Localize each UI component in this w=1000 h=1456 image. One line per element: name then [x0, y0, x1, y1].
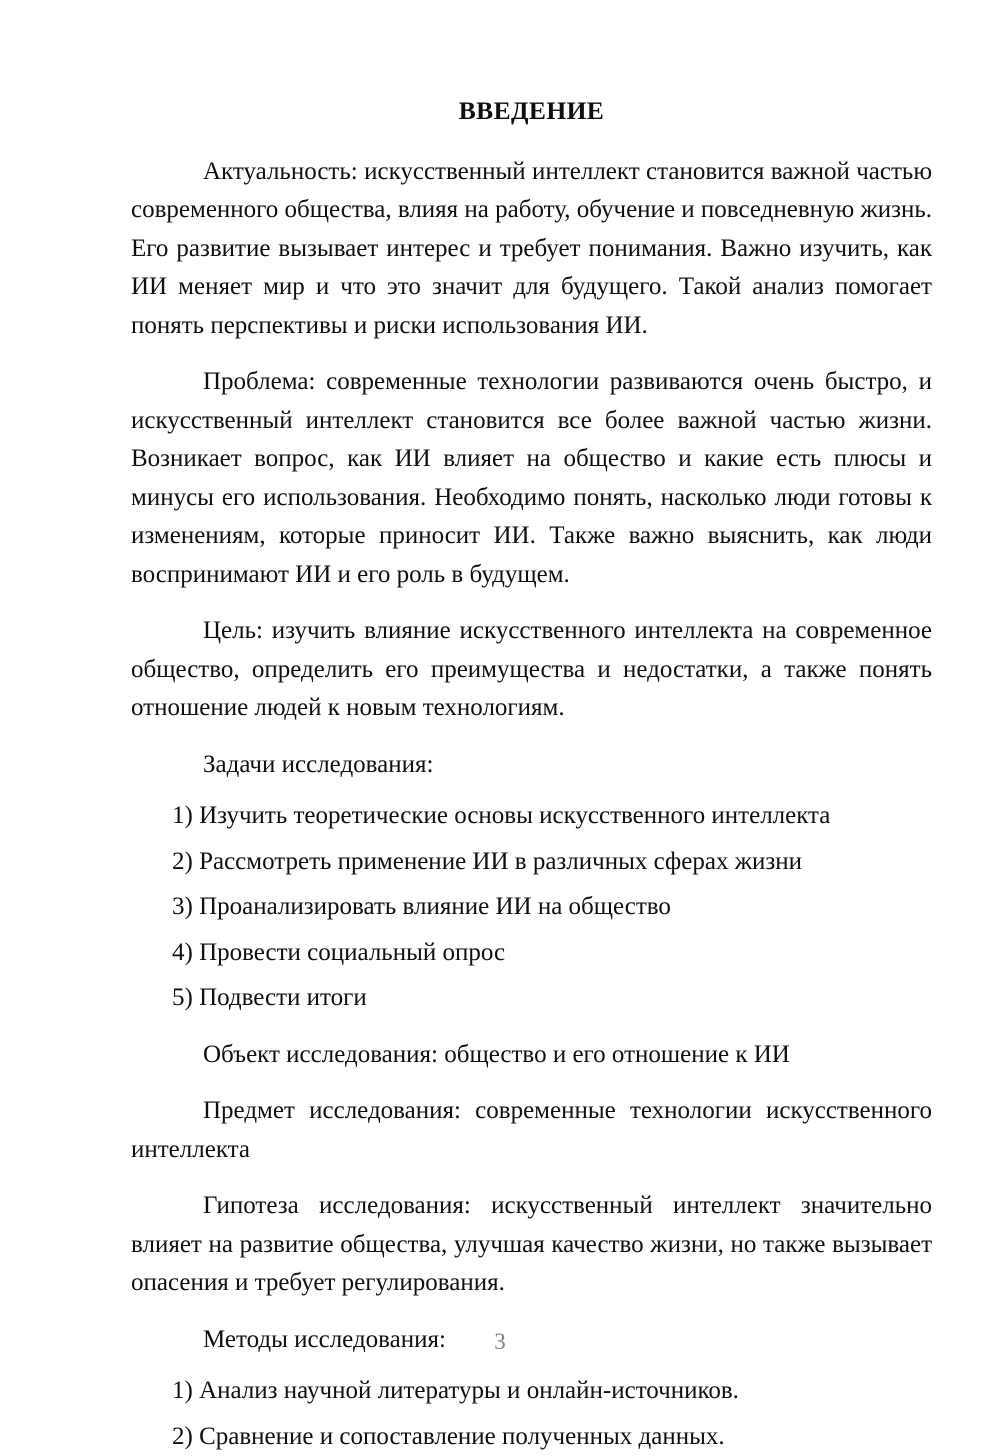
list-item: 2) Сравнение и сопоставление полученных данных. [172, 1422, 725, 1450]
list-item: 3) Проанализировать влияние ИИ на общество [172, 893, 671, 921]
list-item: 2) Рассмотреть применение ИИ в различных сферах жизни [172, 847, 802, 875]
paragraph-object: Объект исследования: общество и его отношение к ИИ [203, 1040, 790, 1068]
paragraph-problem: Проблема: современные технологии развиваются очень быстро, и искусственный интеллект становится все более важной частью жизни. Возникает вопрос, как ИИ влияет на общество и какие есть плюсы и минусы его использования. Необходимо понять, насколько люди готовы к изменениям, которые приносит ИИ. Также важно выяснить, как люди воспринимают ИИ и его роль в будущем. [131, 368, 932, 588]
paragraph-goal: Цель: изучить влияние искусственного интеллекта на современное общество, определить его преимущества и недостатки, а также понять отношение людей к новым технологиям. [131, 617, 932, 722]
paragraph-subject: Предмет исследования: современные технологии искусственного интеллекта [131, 1097, 932, 1163]
document-text-column [131, 0, 932, 1456]
list-item: 1) Изучить теоретические основы искусственного интеллекта [172, 802, 831, 830]
list-item: 4) Провести социальный опрос [172, 938, 506, 966]
page-title: ВВЕДЕНИЕ [458, 96, 605, 125]
paragraph-relevance: Актуальность: искусственный интеллект становится важной частью современного общества, влияя на работу, обучение и повседневную жизнь. Его развитие вызывает интерес и требует понимания. Важно изучить, как ИИ меняет мир и что это значит для будущего. Такой анализ помогает понять перспективы и риски использования ИИ. [131, 157, 932, 339]
tasks-heading: Задачи исследования: [203, 750, 434, 778]
list-item: 1) Анализ научной литературы и онлайн-источников. [172, 1377, 739, 1405]
list-item: 5) Подвести итоги [172, 984, 367, 1012]
methods-heading: Методы исследования: [203, 1325, 446, 1353]
paragraph-hypothesis: Гипотеза исследования: искусственный интеллект значительно влияет на развитие общества, улучшая качество жизни, но также вызывает опасения и требует регулирования. [131, 1192, 932, 1297]
page-number: 3 [494, 1329, 506, 1354]
